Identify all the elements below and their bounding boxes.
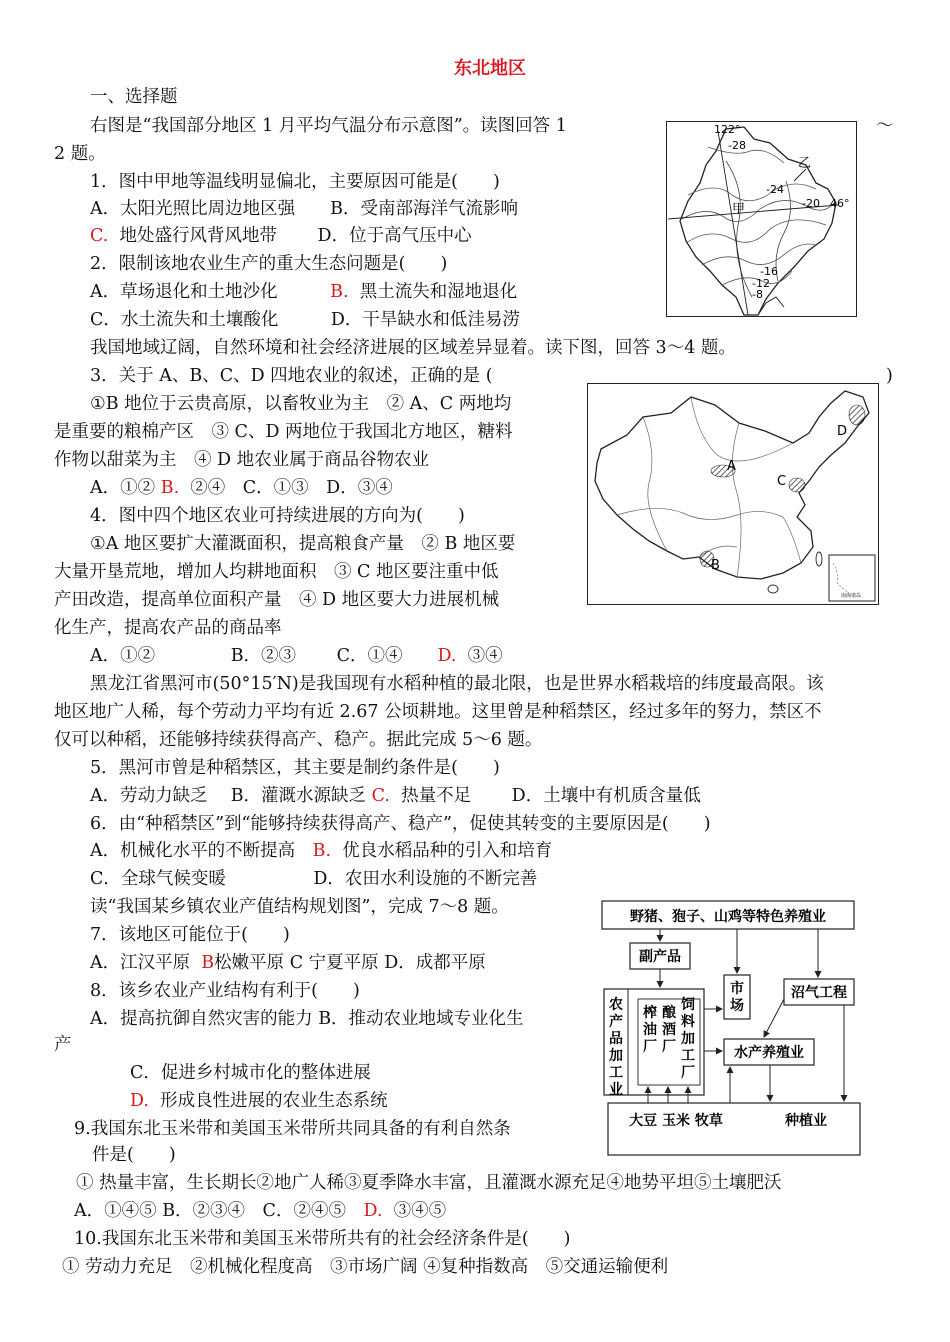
special-breeding-label: 野猪、狍子、山鸡等特色养殖业 [630, 909, 826, 925]
aquaculture-label: 水产养殖业 [734, 1045, 804, 1061]
intro-1-tilde: ～ [876, 116, 894, 136]
section-heading: 一、选择题 [90, 87, 178, 107]
byproduct-label: 副产品 [639, 949, 681, 965]
isotherm-label: -12 [752, 277, 770, 290]
intro-1: 右图是“我国部分地区 1 月平均气温分布示意图”。读图回答 1 [90, 116, 567, 136]
answer-mark: B [201, 953, 215, 973]
planting-label: 种植业 [785, 1113, 827, 1129]
question-2-options-cd: C．水土流失和土壤酸化 D．干旱缺水和低洼易涝 [90, 310, 520, 330]
question-9: 9.我国东北玉米带和美国玉米带所共同具备的有利自然条 [74, 1119, 511, 1139]
planting-box [608, 1103, 860, 1155]
answer-mark: C. [371, 786, 390, 806]
question-9-statements: ① 热量丰富，生长期长②地广人稀③夏季降水丰富，且灌溉水源充足④地势平坦⑤土壤肥沃 [76, 1173, 782, 1193]
page-title: 东北地区 [454, 58, 526, 79]
region-d [849, 405, 865, 425]
question-10: 10.我国东北玉米带和美国玉米带所共有的社会经济条件是( ) [74, 1229, 571, 1249]
question-3-options [90, 475, 393, 501]
option-text: A．①④⑤ B．②③④ C．②④⑤ [74, 1201, 364, 1221]
question-4-statement-1: ①A 地区要扩大灌溉面积，提高粮食产量 ② B 地区要 [90, 534, 516, 554]
agri-structure-flowchart [600, 899, 866, 1159]
question-4-statement-3: 产田改造，提高单位面积产量 ④ D 地区要大力进展机械 [54, 590, 500, 610]
option-text: 优良水稻品种的引入和培育 [342, 841, 553, 861]
intro-7: 读“我国某乡镇农业产值结构规划图”，完成 7～8 题。 [90, 897, 509, 917]
question-8: 8．该乡农业产业结构有利于( ) [90, 981, 360, 1001]
question-8-option-c: C．促进乡村城市化的整体进展 [130, 1063, 371, 1083]
question-9-options [74, 1198, 446, 1224]
longitude-label: 122° [714, 123, 741, 136]
isotherm-label: -28 [728, 139, 746, 152]
answer-mark: B. [312, 841, 332, 861]
answer-mark: B. [160, 478, 180, 498]
region-label-b: B [711, 558, 720, 573]
option-text: 黑土流失和湿地退化 [359, 282, 518, 302]
question-9-cont: 件是( ) [92, 1145, 176, 1165]
question-10-statements: ① 劳动力充足 ②机械化程度高 ③市场广阔 ④复种指数高 ⑤交通运输便利 [62, 1257, 669, 1277]
question-7: 7．该地区可能位于( ) [90, 925, 290, 945]
question-1-options-ab: A．太阳光照比周边地区强 B．受南部海洋气流影响 [90, 199, 518, 219]
option-text: A．机械化水平的不断提高 [90, 841, 313, 861]
question-1-options-cd [90, 223, 472, 249]
question-4-statement-2: 大量开垦荒地，增加人均耕地面积 ③ C 地区要注重中低 [54, 562, 499, 582]
option-text: 热量不足 D．土壤中有机质含量低 [401, 786, 701, 806]
brewery-label: 酿酒厂 [662, 1005, 676, 1055]
answer-mark: B. [330, 282, 349, 302]
question-1: 1．图中甲地等温线明显偏北，主要原因可能是( ) [90, 172, 500, 192]
option-text: A．草场退化和土地沙化 [90, 282, 331, 302]
region-c [789, 478, 805, 492]
agro-processing-label: 农产品加工业 [609, 997, 623, 1098]
answer-mark: D. [437, 646, 457, 666]
temperature-map-figure [666, 121, 857, 317]
question-3-paren: ) [886, 366, 893, 386]
question-2-options-ab [90, 279, 517, 305]
location-label-jia: 甲 [732, 202, 746, 217]
option-text: ②④ C．①③ D．③④ [190, 478, 393, 498]
crops-label: 大豆 玉米 牧草 [629, 1113, 723, 1129]
option-text: ③④ [467, 646, 503, 666]
oil-mill-label: 榨油厂 [643, 1005, 657, 1055]
question-3-statement-3: 作物以甜菜为主 ④ D 地农业属于商品谷物农业 [54, 450, 430, 470]
option-text: A．江汉平原 [90, 953, 191, 973]
china-map-figure [587, 383, 879, 605]
region-label-d: D [837, 424, 848, 439]
question-6-options-ab [90, 838, 552, 864]
option-text: 地处盛行风背风地带 D．位于高气压中心 [119, 226, 472, 246]
question-8-options-ab: A．提高抗御自然灾害的能力 B．推动农业地域专业化生 [90, 1009, 524, 1029]
location-label-yi: 乙 [798, 156, 812, 171]
region-label-a: A [727, 459, 736, 474]
question-4-options [90, 643, 503, 669]
question-2: 2．限制该地农业生产的重大生态问题是( ) [90, 254, 448, 274]
region-label-c: C [777, 474, 787, 489]
intro-3: 我国地域辽阔，自然环境和社会经济进展的区域差异显着。读下图，回答 3～4 题。 [90, 338, 736, 358]
question-8-options-ab-cont: 产 [54, 1035, 72, 1055]
question-4-statement-4: 化生产，提高农产品的商品率 [54, 618, 282, 638]
passage-5-line-1: 黑龙江省黑河市(50°15′N)是我国现有水稻种植的最北限，也是世界水稻栽培的纬度最高限。该 [90, 674, 824, 694]
intro-1-cont: 2 题。 [54, 144, 106, 164]
question-5-options [90, 783, 701, 809]
isotherm-label: -16 [760, 265, 778, 278]
latitude-label: 46° [830, 197, 850, 210]
answer-mark: D. [363, 1201, 383, 1221]
market-label: 市场 [730, 981, 744, 1014]
question-3-statement-2: 是重要的粮棉产区 ③ C、D 两地位于我国北方地区，糖料 [54, 422, 513, 442]
question-8-option-d [130, 1088, 388, 1114]
question-6-options-cd: C．全球气候变暖 D．农田水利设施的不断完善 [90, 869, 538, 889]
question-7-options [90, 950, 486, 976]
option-text: ③④⑤ [393, 1201, 447, 1221]
option-text: 形成良性进展的农业生态系统 [160, 1091, 388, 1111]
passage-5-line-2: 地区地广人稀，每个劳动力平均有近 2.67 公顷耕地。这里曾是种稻禁区，经过多年的努力，禁区不 [54, 702, 822, 722]
option-text: A．①② B．②③ C．①④ [90, 646, 438, 666]
option-text: A．①② [90, 478, 156, 498]
question-3-statement-1: ①B 地位于云贵高原，以畜牧业为主 ② A、C 两地均 [90, 394, 512, 414]
question-5: 5．黑河市曾是种稻禁区，其主要是制约条件是( ) [90, 758, 500, 778]
answer-mark: D. [130, 1091, 149, 1111]
isotherm-label: -24 [766, 183, 784, 196]
question-6: 6．由“种稻禁区”到“能够持续获得高产、稳产”，促使其转变的主要原因是( ) [90, 814, 711, 834]
option-text: A．劳动力缺乏 B．灌溉水源缺乏 [90, 786, 367, 806]
biogas-label: 沼气工程 [791, 985, 847, 1001]
question-3: 3．关于 A、B、C、D 四地农业的叙述，正确的是 ( [90, 366, 493, 386]
isotherm-label: -8 [752, 288, 763, 301]
question-4: 4．图中四个地区农业可持续进展的方向为( ) [90, 506, 465, 526]
answer-mark: C. [90, 226, 109, 246]
feed-mill-label: 饲料加工厂 [681, 997, 695, 1081]
passage-5-line-3: 仅可以种稻，还能够持续获得高产、稳产。据此完成 5～6 题。 [54, 730, 543, 750]
inset-label: 南海诸岛 [841, 593, 862, 599]
option-text: 松嫩平原 C 宁夏平原 D．成都平原 [214, 953, 486, 973]
isotherm-label: -20 [802, 197, 820, 210]
